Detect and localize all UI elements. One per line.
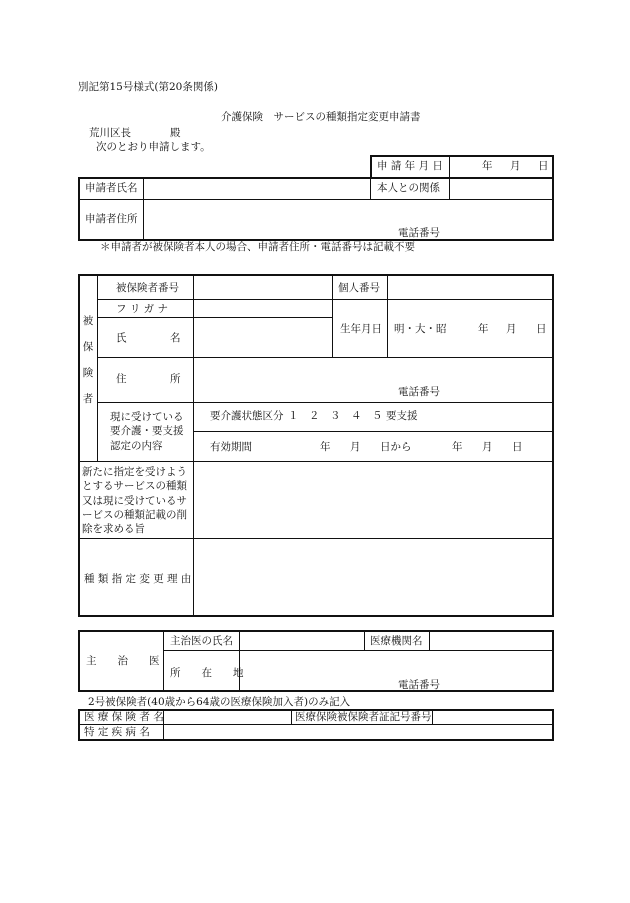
service-label-line-1: 新たに指定を受けよう [82, 466, 187, 478]
insured-side-char-2: 保 [82, 341, 94, 353]
relation-field[interactable] [452, 180, 552, 198]
applicant-phone-label: 電話番号 [398, 227, 440, 239]
valid-from-suffix: 日から [380, 441, 412, 453]
doctor-location-field[interactable] [242, 653, 552, 689]
application-date-label: 申 請 年 月 日 [377, 160, 443, 172]
addressee-honorific: 殿 [170, 127, 181, 139]
insured-number-field[interactable] [196, 277, 330, 297]
service-label-line-4: ービスの種類記載の削 [82, 508, 187, 521]
specified-disease-label: 特 定 疾 病 名 [84, 726, 150, 738]
specified-disease-field[interactable] [166, 726, 552, 739]
application-year-unit: 年 [482, 160, 493, 172]
applicant-name-label: 申請者氏名 [85, 182, 138, 194]
dob-year-unit: 年 [478, 323, 489, 335]
insured-side-label [81, 316, 95, 420]
insured-side-char-4: 者 [82, 393, 94, 405]
dob-day-unit: 日 [536, 323, 547, 335]
insurance-cert-field[interactable] [435, 711, 552, 723]
applicant-address-label: 申請者住所 [85, 213, 138, 225]
dob-month-unit: 月 [506, 323, 517, 335]
doctor-name-label: 主治医の氏名 [170, 635, 233, 647]
dob-label: 生年月日 [340, 323, 382, 335]
insured-address-field[interactable] [196, 360, 552, 400]
dob-era-options[interactable]: 明・大・昭 [394, 323, 447, 335]
service-label-line-2: とするサービスの種類 [82, 480, 187, 493]
change-reason-label: 種 類 指 定 変 更 理 由 [84, 573, 192, 585]
type2-note: 2号被保険者(40歳から64歳の医療保険加入者)のみ記入 [88, 696, 351, 708]
insured-number-label: 被保険者番号 [116, 282, 179, 294]
insured-name-field[interactable] [196, 319, 330, 355]
valid-period-label: 有効期間 [210, 441, 252, 453]
personal-number-label: 個人番号 [338, 282, 380, 294]
care-level-options[interactable]: １ ２ ３ ４ ５ [288, 410, 383, 422]
doctor-location-label: 所 在 地 [170, 667, 244, 679]
application-day-unit: 日 [538, 160, 549, 172]
insured-name-label-b: 名 [170, 332, 181, 344]
service-label-line-3: 又は現に受けているサ [82, 494, 187, 507]
support-label[interactable]: 要支援 [386, 410, 418, 422]
care-label-line-1: 現に受けている [110, 411, 184, 423]
insurance-cert-label: 医療保険被保険者証記号番号 [295, 711, 432, 723]
insured-side-char-3: 険 [82, 367, 94, 379]
insured-name-label-a: 氏 [116, 332, 127, 344]
insurer-name-field[interactable] [166, 711, 289, 723]
valid-from-year-unit: 年 [320, 441, 331, 453]
addressee-name: 荒川区長 [89, 127, 131, 139]
doctor-name-field[interactable] [242, 632, 362, 649]
care-certification-label [110, 410, 184, 453]
intro-text: 次のとおり申請します。 [96, 141, 211, 153]
insured-address-label-b: 所 [170, 373, 181, 385]
personal-number-field[interactable] [390, 277, 552, 297]
care-level-label: 要介護状態区分 [210, 410, 284, 422]
institution-field[interactable] [432, 632, 552, 649]
institution-label: 医療機関名 [370, 635, 423, 647]
form-reference: 別記第15号様式(第20条関係) [78, 81, 218, 93]
valid-from-month-unit: 月 [350, 441, 361, 453]
application-date-field[interactable] [452, 157, 552, 177]
service-change-label [82, 465, 187, 536]
service-label-line-5: 除を求める旨 [82, 523, 145, 536]
doctor-phone-label: 電話番号 [398, 679, 440, 691]
application-month-unit: 月 [510, 160, 521, 172]
valid-to-month-unit: 月 [482, 441, 493, 453]
applicant-note: ＊申請者が被保険者本人の場合、申請者住所・電話番号は記載不要 [100, 241, 415, 253]
insured-side-char-1: 被 [82, 315, 94, 327]
insured-phone-label: 電話番号 [398, 386, 440, 398]
change-reason-field[interactable] [196, 541, 552, 615]
insured-address-label-a: 住 [116, 373, 127, 385]
applicant-address-field[interactable] [146, 202, 552, 238]
care-label-line-3: 認定の内容 [110, 439, 163, 452]
form-title: 介護保険 サービスの種類指定変更申請書 [221, 111, 421, 123]
furigana-field[interactable] [196, 301, 330, 316]
furigana-label: フ リ ガ ナ [116, 303, 169, 315]
applicant-name-field[interactable] [146, 180, 368, 198]
relation-label: 本人との関係 [377, 182, 440, 194]
insurer-name-label: 医 療 保 険 者 名 [84, 711, 164, 723]
valid-to-year-unit: 年 [452, 441, 463, 453]
service-change-field[interactable] [196, 464, 552, 536]
care-label-line-2: 要介護・要支援 [110, 425, 184, 438]
valid-to-day-unit: 日 [512, 441, 523, 453]
doctor-side-label: 主 治 医 [86, 655, 160, 667]
